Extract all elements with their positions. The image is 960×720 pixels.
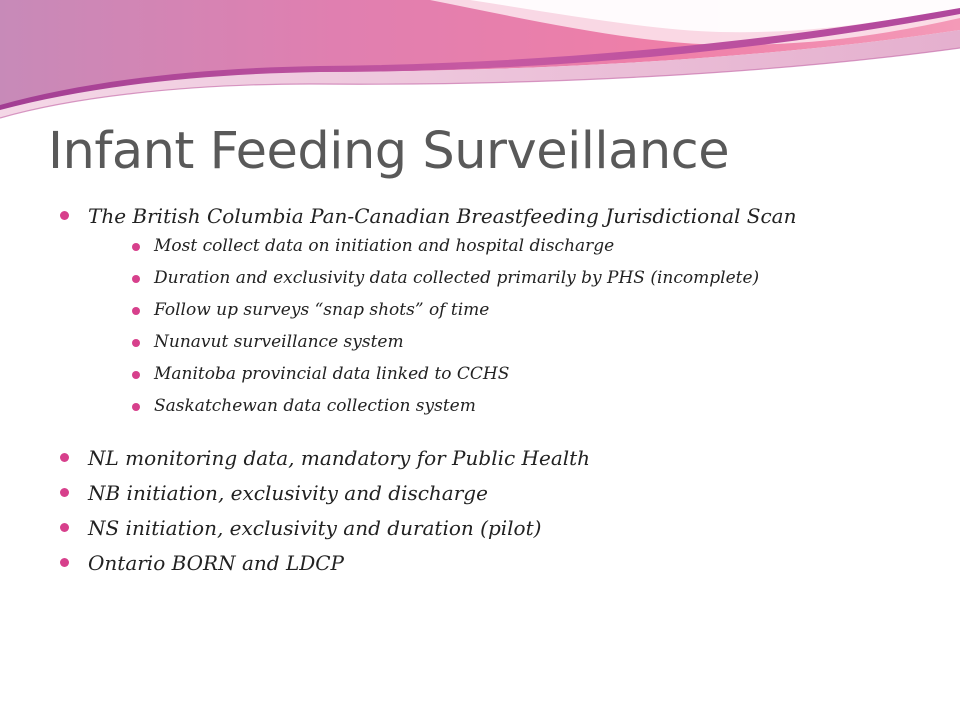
bullet-dot-icon bbox=[132, 403, 140, 411]
bullet-item bbox=[60, 204, 920, 417]
bullet-dot-icon bbox=[60, 453, 69, 462]
bullet-dot-icon bbox=[132, 243, 140, 251]
bullet-item bbox=[60, 516, 920, 540]
sub-bullet-item bbox=[128, 332, 920, 353]
sub-bullet-text: Manitoba provincial data linked to CCHS bbox=[154, 364, 510, 384]
spacer bbox=[60, 428, 920, 446]
bullet-dot-icon bbox=[60, 558, 69, 567]
bullet-item bbox=[60, 481, 920, 505]
bullet-text: NS initiation, exclusivity and duration (pilot) bbox=[88, 516, 542, 540]
bullet-text: Ontario BORN and LDCP bbox=[88, 551, 345, 575]
slide-title: Infant Feeding Surveillance bbox=[48, 122, 730, 181]
sub-bullet-text: Duration and exclusivity data collected primarily by PHS (incomplete) bbox=[154, 268, 760, 288]
bullet-text: NL monitoring data, mandatory for Public Health bbox=[88, 446, 591, 470]
bullet-dot-icon bbox=[132, 371, 140, 379]
slide-body bbox=[60, 204, 920, 586]
sub-bullet-item bbox=[128, 364, 920, 385]
bullet-text: NB initiation, exclusivity and discharge bbox=[88, 481, 488, 505]
decorative-wave-banner bbox=[0, 0, 960, 130]
bullet-dot-icon bbox=[60, 488, 69, 497]
bullet-dot-icon bbox=[132, 339, 140, 347]
sub-bullet-item bbox=[128, 268, 920, 289]
bullet-dot-icon bbox=[60, 211, 69, 220]
bullet-item bbox=[60, 551, 920, 575]
bullet-dot-icon bbox=[132, 275, 140, 283]
sub-bullet-text: Most collect data on initiation and hospital discharge bbox=[154, 236, 615, 256]
sub-bullet-item bbox=[128, 236, 920, 257]
bullet-dot-icon bbox=[60, 523, 69, 532]
bullet-list bbox=[60, 204, 920, 575]
sub-bullet-item bbox=[128, 396, 920, 417]
sub-bullet-text: Nunavut surveillance system bbox=[154, 332, 404, 352]
bullet-item bbox=[60, 446, 920, 470]
bullet-text: The British Columbia Pan-Canadian Breastfeeding Jurisdictional Scan bbox=[88, 204, 797, 228]
sub-bullet-item bbox=[128, 300, 920, 321]
bullet-dot-icon bbox=[132, 307, 140, 315]
sub-bullet-text: Follow up surveys “snap shots” of time bbox=[154, 300, 490, 320]
sub-bullet-text: Saskatchewan data collection system bbox=[154, 396, 476, 416]
sub-bullet-list bbox=[128, 236, 920, 417]
